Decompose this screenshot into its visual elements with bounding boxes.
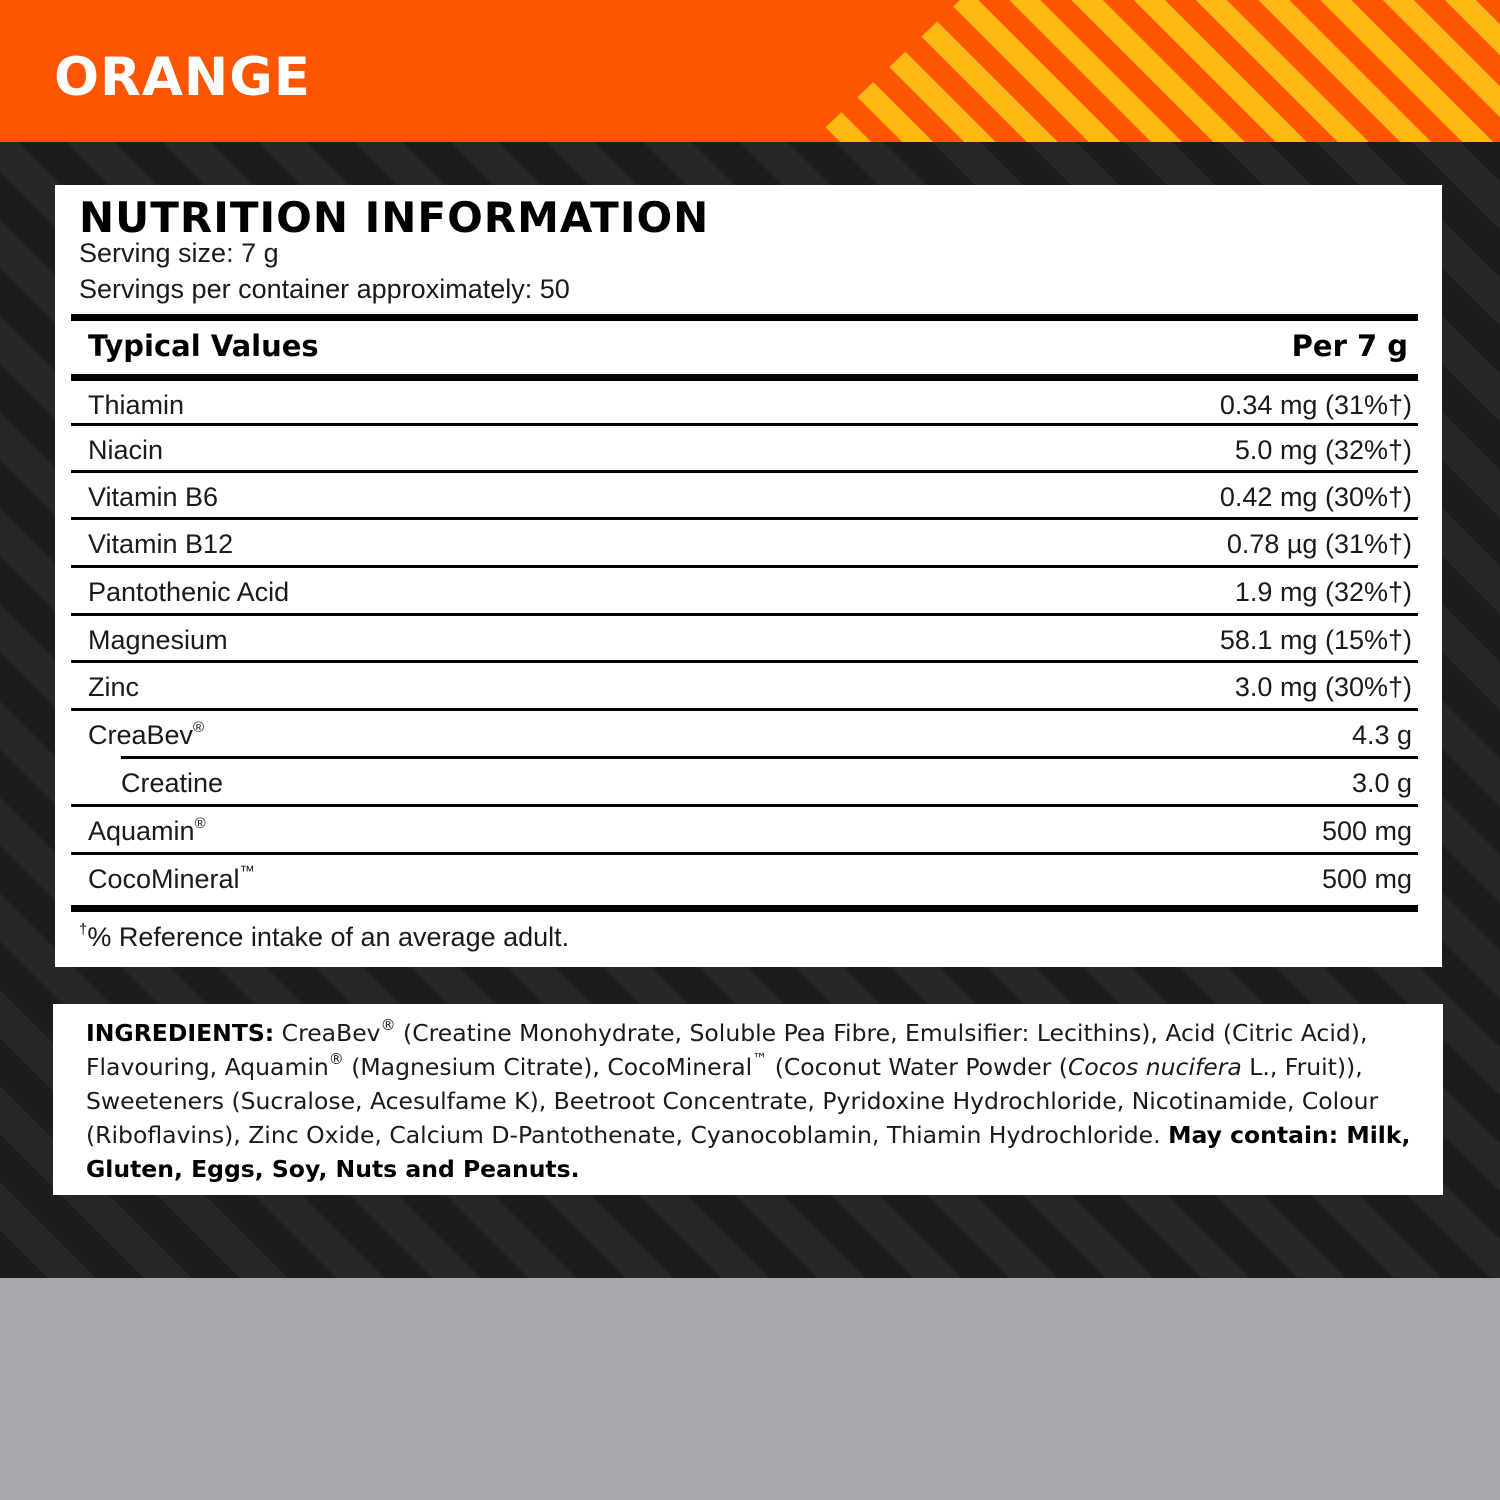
nutrient-name: Creatine	[121, 768, 224, 798]
registered-mark: ®	[194, 815, 206, 832]
registered-mark: ®	[193, 719, 205, 736]
nutrient-value: 58.1 mg (15%†)	[1219, 625, 1412, 655]
nutrient-name: Zinc	[88, 672, 140, 702]
ingredients-text: INGREDIENTS: CreaBev® (Creatine Monohydrate, Soluble Pea Fibre, Emulsifier: Lecithins), Acid (Citric Acid), Flavouring, Aquamin® (Magnesium Citrate), CocoMineral™ (Coconut Water Powder (Cocos nucifera L., Fruit)), Sweeteners (Sucralose, Acesulfame K), Beetroot Concentrate, Pyridoxine Hydrochloride, Nicotinamide, Colour (Riboflavins), Zinc Oxide, Calcium D-Pantothenate, Cyanocoblamin, Thiamin Hydrochloride. May contain: Milk, Gluten, Eggs, Soy, Nuts and Peanuts.	[86, 1016, 1411, 1183]
table-header	[71, 313, 1418, 375]
trademark-mark: ™	[239, 863, 255, 880]
table-row	[71, 520, 1418, 568]
reference-intake-footnote: †% Reference intake of an average adult.	[79, 921, 570, 952]
nutrient-value: 3.0 mg (30%†)	[1234, 672, 1412, 702]
nutrient-name: Aquamin®	[88, 815, 206, 846]
nutrient-name: CreaBev®	[88, 719, 205, 750]
servings-per-container: Servings per container approximately: 50	[79, 274, 570, 304]
nutrient-name: CocoMineral™	[88, 863, 255, 894]
nutrient-value: 0.34 mg (31%†)	[1219, 390, 1412, 420]
nutrition-title: NUTRITION INFORMATION	[79, 193, 710, 242]
table-row	[71, 759, 1418, 807]
nutrient-value: 500 mg	[1321, 864, 1412, 894]
nutrient-value: 3.0 g	[1351, 768, 1412, 798]
nutrient-name: Magnesium	[88, 625, 228, 655]
nutrition-panel	[55, 185, 1442, 967]
table-row	[71, 711, 1418, 759]
typical-values-header: Typical Values	[88, 329, 319, 363]
nutrient-name: Niacin	[88, 435, 164, 465]
nutrient-value: 0.42 mg (30%†)	[1219, 482, 1412, 512]
table-row	[71, 426, 1418, 473]
dagger-mark: †	[79, 921, 88, 938]
per-serving-header: Per 7 g	[1291, 329, 1408, 363]
allergen-statement: May contain: Milk, Gluten, Eggs, Soy, Nuts and Peanuts.	[86, 1121, 1411, 1183]
grey-footer	[0, 1278, 1500, 1500]
table-row	[71, 568, 1418, 616]
nutrient-value: 5.0 mg (32%†)	[1234, 435, 1412, 465]
nutrient-value: 0.78 µg (31%†)	[1226, 529, 1412, 559]
nutrient-value: 4.3 g	[1351, 720, 1412, 750]
flavor-banner	[0, 0, 1500, 142]
table-row	[71, 616, 1418, 663]
table-row	[71, 807, 1418, 855]
table-row	[71, 473, 1418, 520]
ingredients-panel	[53, 1004, 1443, 1195]
nutrient-name: Vitamin B12	[88, 529, 234, 559]
bottom-thick-rule	[71, 905, 1418, 912]
flavor-title: ORANGE	[54, 47, 311, 108]
botanical-name: Cocos nucifera	[1067, 1053, 1242, 1081]
nutrient-value: 1.9 mg (32%†)	[1234, 577, 1412, 607]
table-row	[71, 381, 1418, 426]
table-row	[71, 855, 1418, 905]
header-thick-rule	[71, 374, 1418, 381]
serving-size: Serving size: 7 g	[79, 238, 279, 268]
nutrient-name: Pantothenic Acid	[88, 577, 290, 607]
nutrient-value: 500 mg	[1321, 816, 1412, 846]
ingredients-label: INGREDIENTS:	[86, 1019, 275, 1047]
table-row	[71, 663, 1418, 711]
nutrient-name: Vitamin B6	[88, 482, 219, 512]
nutrient-name: Thiamin	[88, 390, 185, 420]
